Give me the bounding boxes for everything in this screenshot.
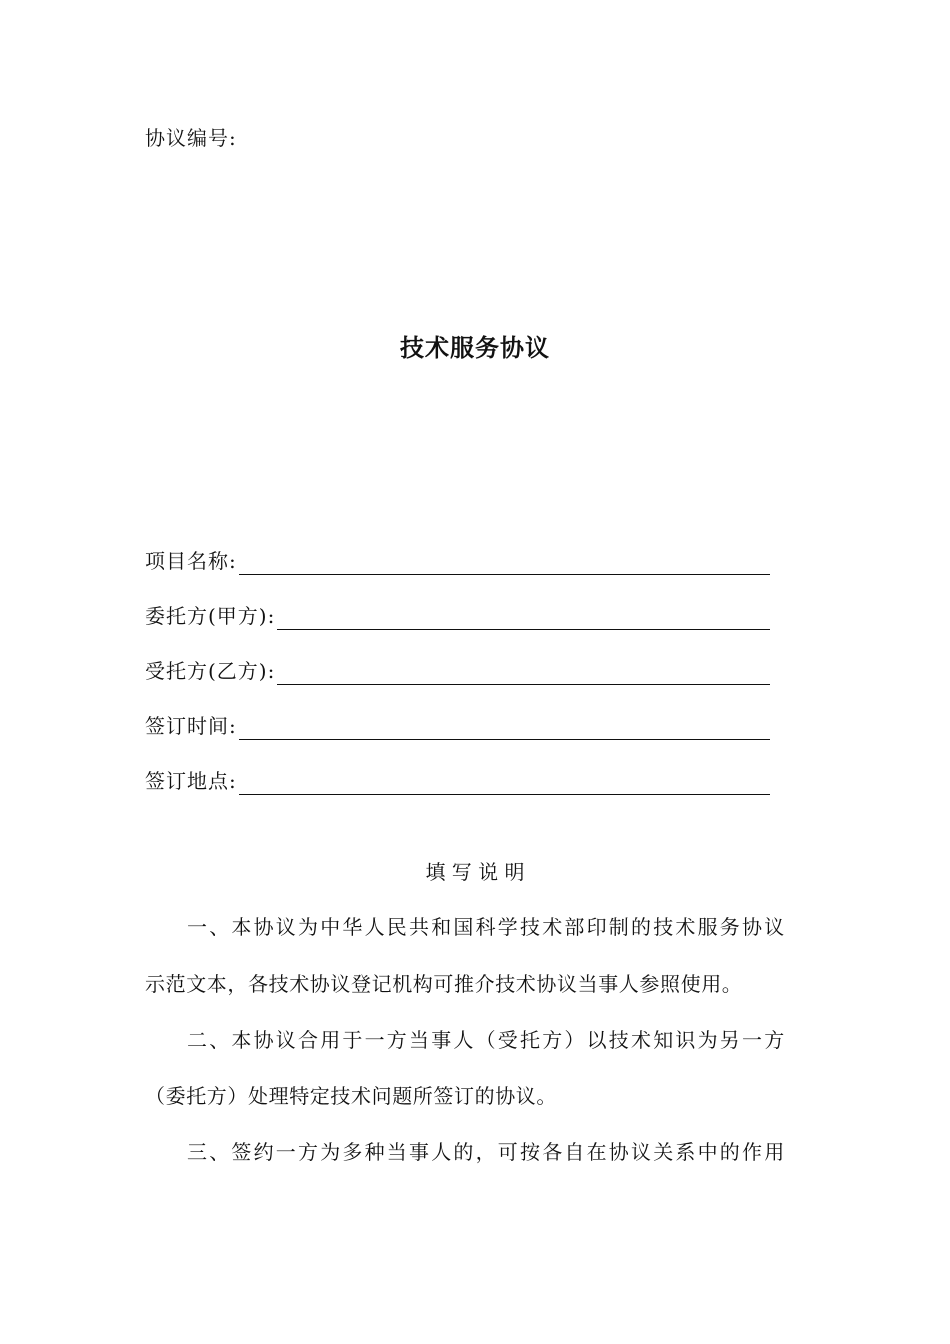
field-label: 签订时间: xyxy=(145,714,237,738)
field-label: 项目名称: xyxy=(145,549,237,573)
field-project-name xyxy=(145,545,770,575)
agreement-number-label: 协议编号: xyxy=(145,126,237,150)
field-label: 签订地点: xyxy=(145,769,237,793)
blank-line[interactable] xyxy=(239,772,770,795)
paragraph-line: 三、签约一方为多种当事人的，可按各自在协议关系中的作用 xyxy=(187,1140,787,1164)
paragraph-line: 二、本协议合用于一方当事人（受托方）以技术知识为另一方 xyxy=(187,1028,787,1052)
field-label: 委托方(甲方): xyxy=(145,604,276,628)
instructions-heading: 填 写 说 明 xyxy=(425,860,525,884)
field-signing-date xyxy=(145,710,770,740)
blank-line[interactable] xyxy=(277,662,770,685)
field-label: 受托方(乙方): xyxy=(145,659,276,683)
blank-line[interactable] xyxy=(277,607,770,630)
document-title: 技术服务协议 xyxy=(400,333,550,362)
paragraph-line: 示范文本，各技术协议登记机构可推介技术协议当事人参照使用。 xyxy=(145,972,743,996)
field-contractor-party-b xyxy=(145,655,770,685)
paragraph-line: （委托方）处理特定技术问题所签订的协议。 xyxy=(145,1084,557,1108)
field-client-party-a xyxy=(145,600,770,630)
blank-line[interactable] xyxy=(239,552,770,575)
blank-line[interactable] xyxy=(239,717,770,740)
paragraph-line: 一、本协议为中华人民共和国科学技术部印制的技术服务协议 xyxy=(187,915,787,939)
field-signing-place xyxy=(145,765,770,795)
